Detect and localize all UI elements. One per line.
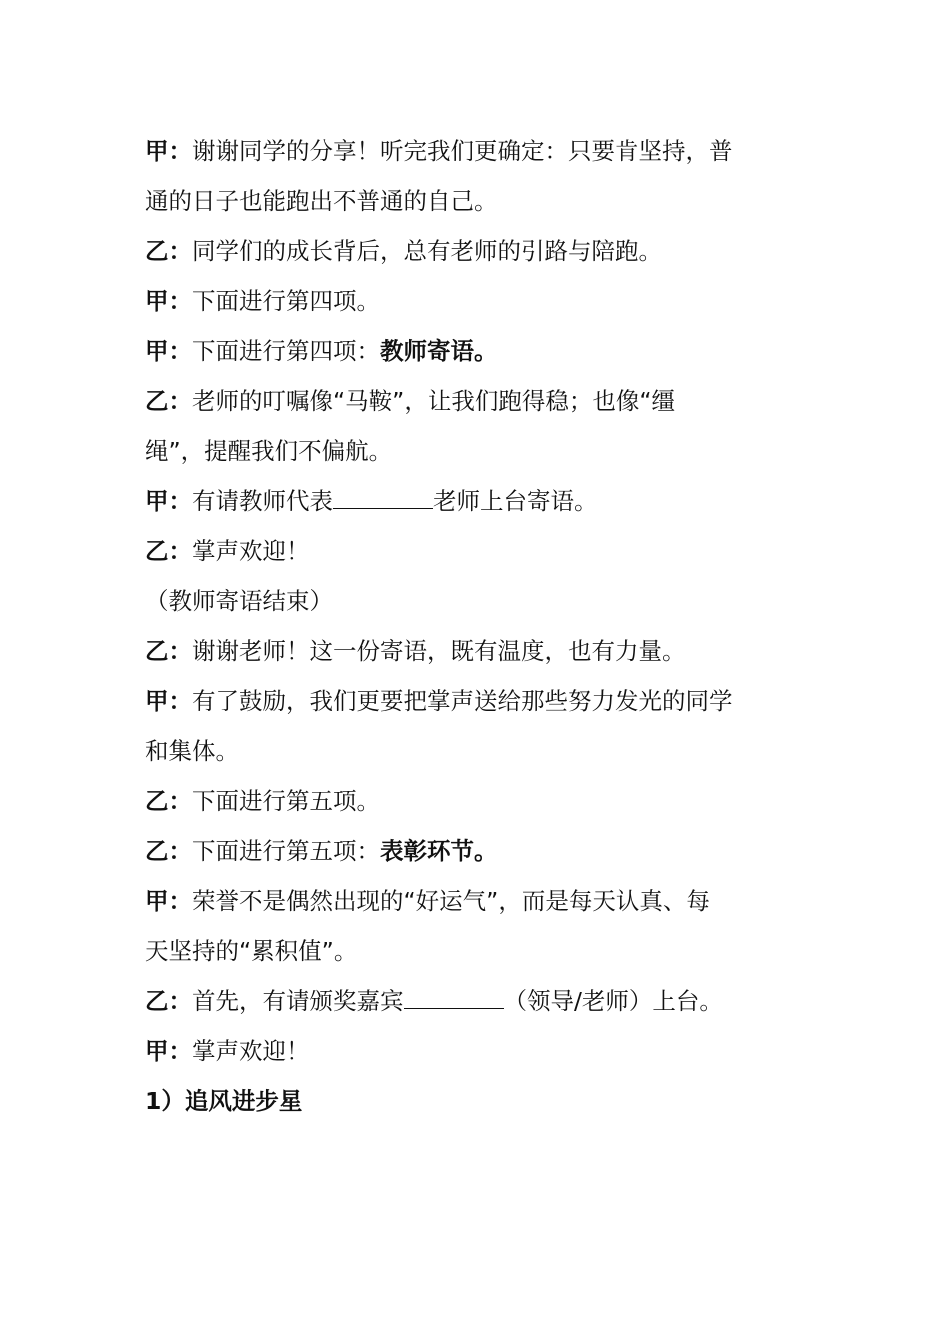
line-text: 掌声欢迎！ — [192, 1037, 310, 1065]
heading-text: 1）追风进步星 — [145, 1087, 303, 1115]
line-text: 下面进行第五项。 — [192, 787, 380, 815]
dialogue-line-continued — [145, 426, 795, 476]
line-text: 和集体。 — [145, 737, 239, 765]
line-text: 老师上台寄语。 — [433, 487, 598, 515]
line-text: （教师寄语结束） — [145, 587, 333, 615]
dialogue-line — [145, 526, 795, 576]
section-title: 表彰环节 — [380, 837, 474, 865]
line-text: 有了鼓励，我们更要把掌声送给那些努力发光的同学 — [192, 687, 733, 715]
line-text: 谢谢老师！这一份寄语，既有温度，也有力量。 — [192, 637, 686, 665]
speaker-jia: 甲： — [145, 487, 192, 515]
line-text: 。 — [474, 837, 498, 865]
line-text: 下面进行第四项。 — [192, 287, 380, 315]
line-text: 下面进行第五项： — [192, 837, 380, 865]
line-text: （领导/老师）上台。 — [503, 987, 723, 1015]
speaker-yi: 乙： — [145, 987, 192, 1015]
document-page — [145, 126, 795, 1126]
stage-direction — [145, 576, 795, 626]
line-text: 掌声欢迎！ — [192, 537, 310, 565]
fill-in-blank[interactable] — [404, 986, 504, 1009]
award-heading — [145, 1076, 795, 1126]
fill-in-blank[interactable] — [333, 486, 433, 509]
speaker-yi: 乙： — [145, 787, 192, 815]
line-text: 谢谢同学的分享！听完我们更确定：只要肯坚持，普 — [192, 137, 733, 165]
speaker-jia: 甲： — [145, 1037, 192, 1065]
speaker-yi: 乙： — [145, 387, 192, 415]
dialogue-line — [145, 776, 795, 826]
line-text: 。 — [474, 337, 498, 365]
line-text: 同学们的成长背后，总有老师的引路与陪跑。 — [192, 237, 662, 265]
speaker-jia: 甲： — [145, 687, 192, 715]
dialogue-line — [145, 476, 795, 526]
dialogue-line — [145, 626, 795, 676]
dialogue-line — [145, 126, 795, 176]
dialogue-line — [145, 376, 795, 426]
dialogue-line — [145, 276, 795, 326]
speaker-jia: 甲： — [145, 337, 192, 365]
line-text: 老师的叮嘱像“马鞍”，让我们跑得稳；也像“缰 — [192, 387, 676, 415]
dialogue-line-continued — [145, 926, 795, 976]
dialogue-line-continued — [145, 176, 795, 226]
line-text: 天坚持的“累积值”。 — [145, 937, 358, 965]
speaker-yi: 乙： — [145, 537, 192, 565]
line-text: 首先，有请颁奖嘉宾 — [192, 987, 404, 1015]
speaker-yi: 乙： — [145, 637, 192, 665]
dialogue-line — [145, 1026, 795, 1076]
dialogue-line-continued — [145, 726, 795, 776]
line-text: 荣誉不是偶然出现的“好运气”，而是每天认真、每 — [192, 887, 710, 915]
line-text: 下面进行第四项： — [192, 337, 380, 365]
line-text: 有请教师代表 — [192, 487, 333, 515]
speaker-jia: 甲： — [145, 887, 192, 915]
speaker-yi: 乙： — [145, 237, 192, 265]
section-title: 教师寄语 — [380, 337, 474, 365]
line-text: 通的日子也能跑出不普通的自己。 — [145, 187, 498, 215]
line-text: 绳”，提醒我们不偏航。 — [145, 437, 393, 465]
speaker-jia: 甲： — [145, 137, 192, 165]
dialogue-line — [145, 876, 795, 926]
dialogue-line — [145, 676, 795, 726]
speaker-jia: 甲： — [145, 287, 192, 315]
dialogue-line — [145, 826, 795, 876]
dialogue-line — [145, 326, 795, 376]
dialogue-line — [145, 976, 795, 1026]
speaker-yi: 乙： — [145, 837, 192, 865]
dialogue-line — [145, 226, 795, 276]
